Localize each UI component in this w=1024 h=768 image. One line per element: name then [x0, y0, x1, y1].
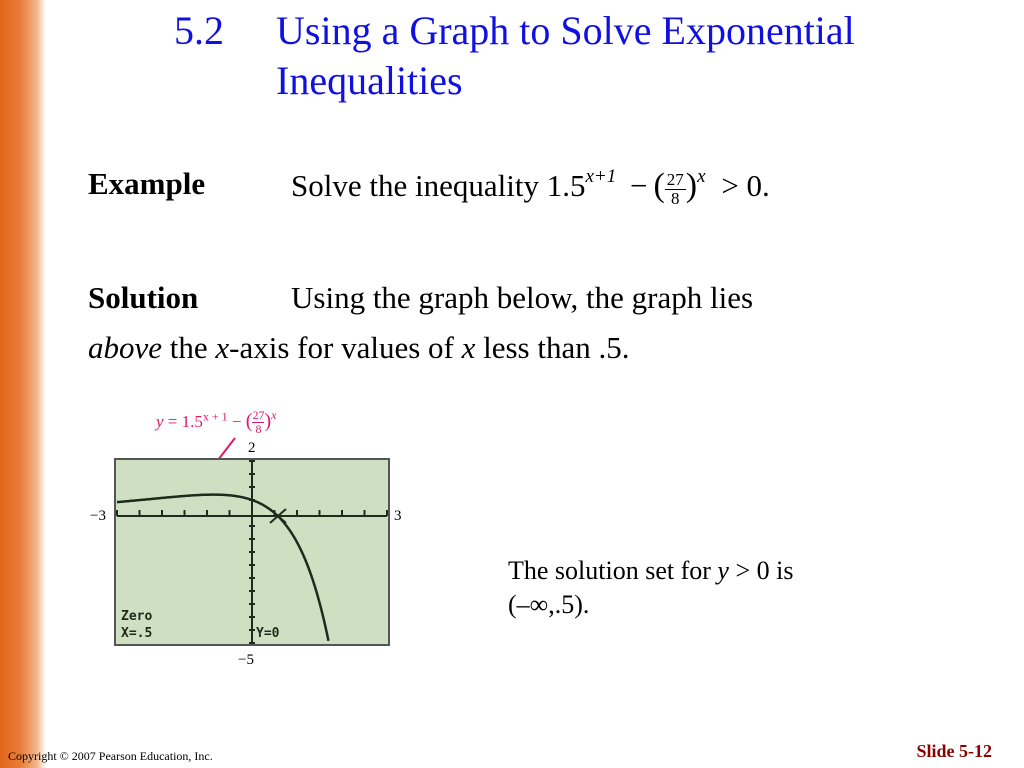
solution-line-1: Using the graph below, the graph lies	[291, 280, 754, 315]
example-statement: Solve the inequality $1.5^{x+1}$ − ( $\frac{27}{8}$ )$^x$ > 0.	[291, 166, 770, 208]
ss-y: y	[717, 556, 729, 585]
graph-equation-label: $y = 1.5^{x + 1}$ − ( $\frac{27}{8}$ )$^x$	[156, 408, 277, 436]
x-max-label: 3	[394, 508, 402, 524]
title-line-1: Using a Graph to Solve Exponential	[276, 8, 855, 53]
solution-text-end: less than .5.	[475, 330, 630, 365]
x-variable: x	[215, 330, 230, 365]
fraction-numerator: 27	[666, 170, 684, 189]
copyright-notice: Copyright © 2007 Pearson Education, Inc.	[8, 749, 213, 763]
solution-set-line-1	[508, 554, 793, 588]
solution-set-interval: (–∞,.5).	[508, 590, 590, 619]
math-base: 1.5	[546, 168, 586, 203]
example-label: Example	[88, 166, 206, 201]
solution-text-the: the	[162, 330, 216, 365]
screen-x-value: X=.5	[121, 626, 153, 641]
screen-y-value: Y=0	[256, 626, 280, 641]
screen-zero-text: Zero	[121, 609, 153, 624]
x-min-label: −3	[90, 508, 106, 524]
y-max-label: 2	[248, 440, 256, 456]
above-word: above	[88, 330, 163, 365]
solution-label: Solution	[88, 280, 199, 315]
title-line-2: Inequalities	[276, 58, 463, 103]
slide-number: Slide 5-12	[916, 741, 992, 761]
fraction-exponent: x	[697, 166, 706, 187]
eq-minus: −	[227, 412, 246, 431]
solution-set	[508, 554, 793, 622]
x-variable-2: x	[461, 330, 476, 365]
eq-y: y	[156, 412, 164, 431]
math-minus: −	[629, 168, 648, 203]
example-text: Solve the inequality	[291, 168, 539, 203]
fraction-denominator: 8	[671, 189, 680, 208]
eq-frac-exp: x	[271, 408, 277, 422]
eq-frac-num: 27	[252, 408, 265, 422]
section-number: 5.2	[174, 8, 224, 53]
math-exponent: x+1	[585, 166, 617, 187]
eq-base: = 1.5	[163, 412, 203, 431]
eq-exponent: x + 1	[202, 409, 228, 424]
ss-text-b: > 0 is	[728, 556, 794, 585]
math-tail: > 0.	[721, 168, 770, 203]
solution-text-mid: -axis for values of	[229, 330, 462, 365]
eq-frac-den: 8	[255, 422, 262, 436]
y-min-label: −5	[238, 652, 254, 668]
ss-text-a: The solution set for	[508, 556, 718, 585]
